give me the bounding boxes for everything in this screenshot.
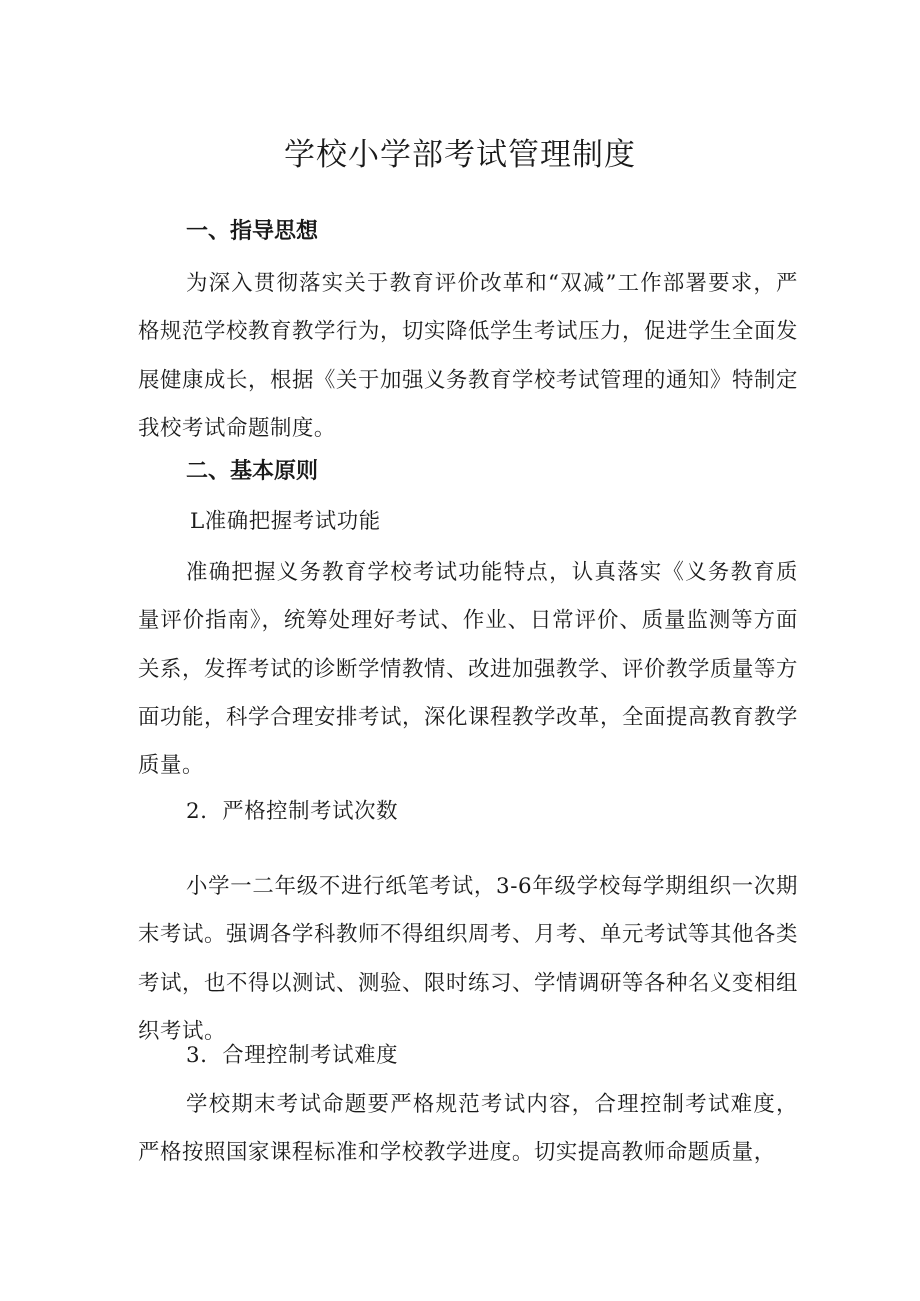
document-title: 学校小学部考试管理制度	[284, 137, 636, 173]
paragraph-exam-frequency: 小学一二年级不进行纸笔考试，3-6年级学校每学期组织一次期末考试。强调各学科教师不得组织周考、月考、单元考试等其他各类考试，也不得以测试、测验、限时练习、学情调研等各种名义变相组织考试。	[138, 874, 798, 1044]
section-heading-basic-principles: 二、基本原则	[186, 459, 319, 484]
subheading-exam-function: L准确把握考试功能	[190, 509, 381, 534]
section-heading-guiding-ideology: 一、指导思想	[186, 219, 319, 244]
section-paragraph-guiding-ideology: 为深入贯彻落实关于教育评价改革和“双减”工作部署要求，严格规范学校教育教学行为，切实降低学生考试压力，促进学生全面发展健康成长，根据《关于加强义务教育学校考试管理的通知》特制定我校考试命题制度。	[138, 271, 798, 441]
subheading-exam-frequency: 2．严格控制考试次数	[186, 799, 399, 824]
paragraph-exam-difficulty: 学校期末考试命题要严格规范考试内容，合理控制考试难度，严格按照国家课程标准和学校教学进度。切实提高教师命题质量，	[138, 1092, 798, 1166]
subheading-exam-difficulty: 3．合理控制考试难度	[186, 1043, 399, 1068]
paragraph-exam-function: 准确把握义务教育学校考试功能特点，认真落实《义务教育质量评价指南》，统筹处理好考试、作业、日常评价、质量监测等方面关系，发挥考试的诊断学情教情、改进加强教学、评价教学质量等方面功能，科学合理安排考试，深化课程教学改革，全面提高教育教学质量。	[138, 560, 798, 779]
